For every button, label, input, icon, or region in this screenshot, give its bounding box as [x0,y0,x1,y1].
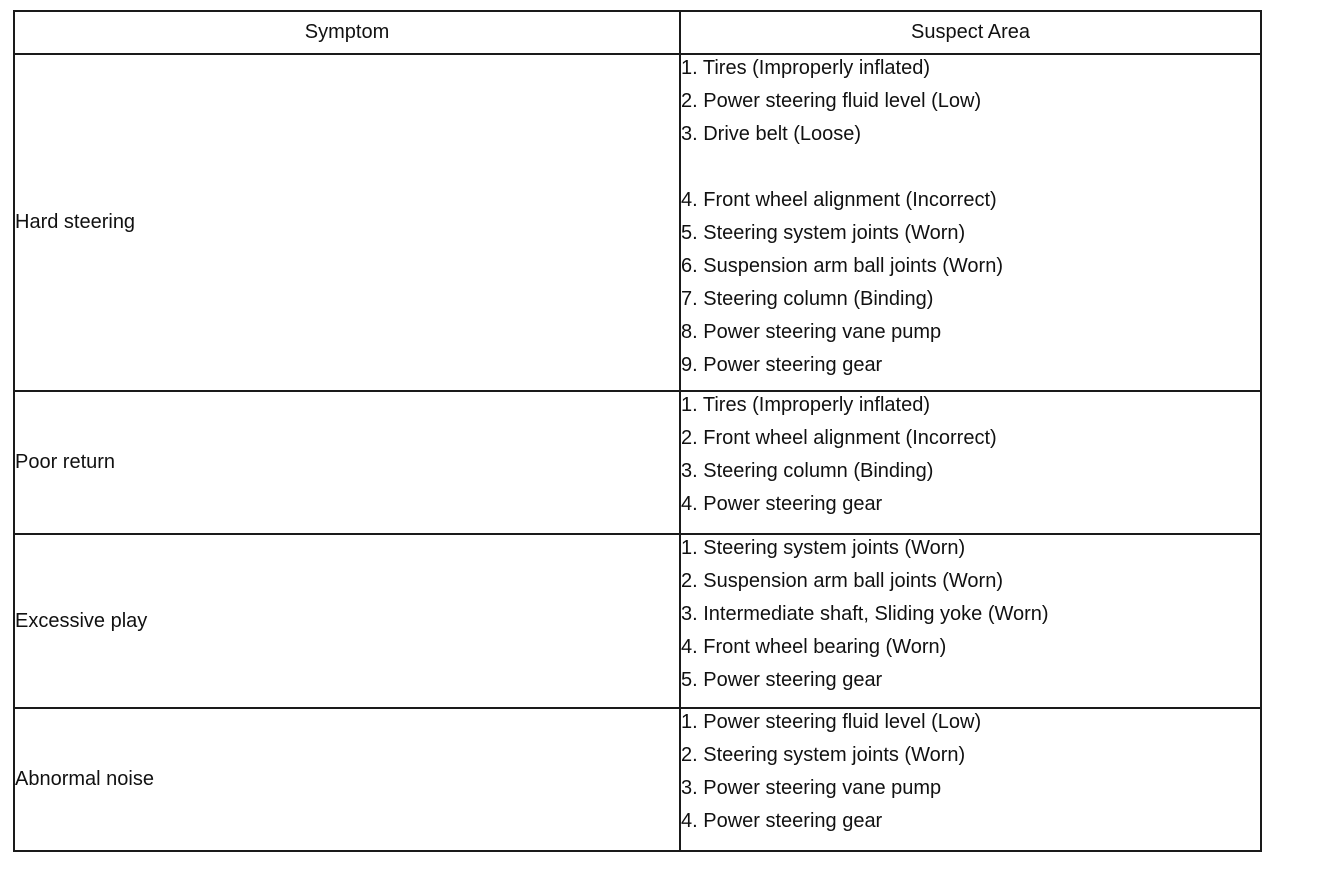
list-item: 6. Suspension arm ball joints (Worn) [681,255,1003,277]
table-row [14,708,1261,851]
suspect-area-cell [680,391,1261,534]
symptom-cell: Poor return [14,391,680,534]
list-item: 1. Steering system joints (Worn) [681,537,966,559]
table-row [14,391,1261,534]
list-item: 1. Tires (Improperly inflated) [681,394,930,416]
list-item: 9. Power steering gear [681,354,883,376]
list-item: 1. Power steering fluid level (Low) [681,711,982,733]
list-item: 2. Steering system joints (Worn) [681,744,966,766]
list-item: 4. Front wheel bearing (Worn) [681,636,947,658]
table-row [14,534,1261,708]
table-row [14,54,1261,391]
list-item: 5. Steering system joints (Worn) [681,222,966,244]
list-item: 4. Power steering gear [681,493,883,515]
suspect-area-list [681,55,1260,385]
list-item: 3. Drive belt (Loose) [681,123,862,145]
list-item: 5. Power steering gear [681,669,883,691]
list-item: 3. Power steering vane pump [681,777,942,799]
suspect-area-cell [680,534,1261,708]
symptom-header: Symptom [14,11,680,54]
suspect-area-cell [680,708,1261,851]
list-item: 7. Steering column (Binding) [681,288,934,310]
list-item: 8. Power steering vane pump [681,321,942,343]
symptom-cell: Abnormal noise [14,708,680,851]
suspect-area-header: Suspect Area [680,11,1261,54]
troubleshooting-table [13,10,1262,852]
list-item: 3. Steering column (Binding) [681,460,934,482]
suspect-area-list [681,535,1260,700]
list-item: 2. Suspension arm ball joints (Worn) [681,570,1003,592]
symptom-cell: Excessive play [14,534,680,708]
suspect-area-cell [680,54,1261,391]
symptom-cell: Hard steering [14,54,680,391]
list-item: 2. Power steering fluid level (Low) [681,90,982,112]
suspect-area-list [681,709,1260,841]
list-item: 1. Tires (Improperly inflated) [681,57,930,79]
list-item: 4. Power steering gear [681,810,883,832]
list-item: 3. Intermediate shaft, Sliding yoke (Worn) [681,603,1049,625]
header-row [14,11,1261,54]
list-item: 2. Front wheel alignment (Incorrect) [681,427,997,449]
list-item: 4. Front wheel alignment (Incorrect) [681,189,997,211]
suspect-area-list [681,392,1260,524]
